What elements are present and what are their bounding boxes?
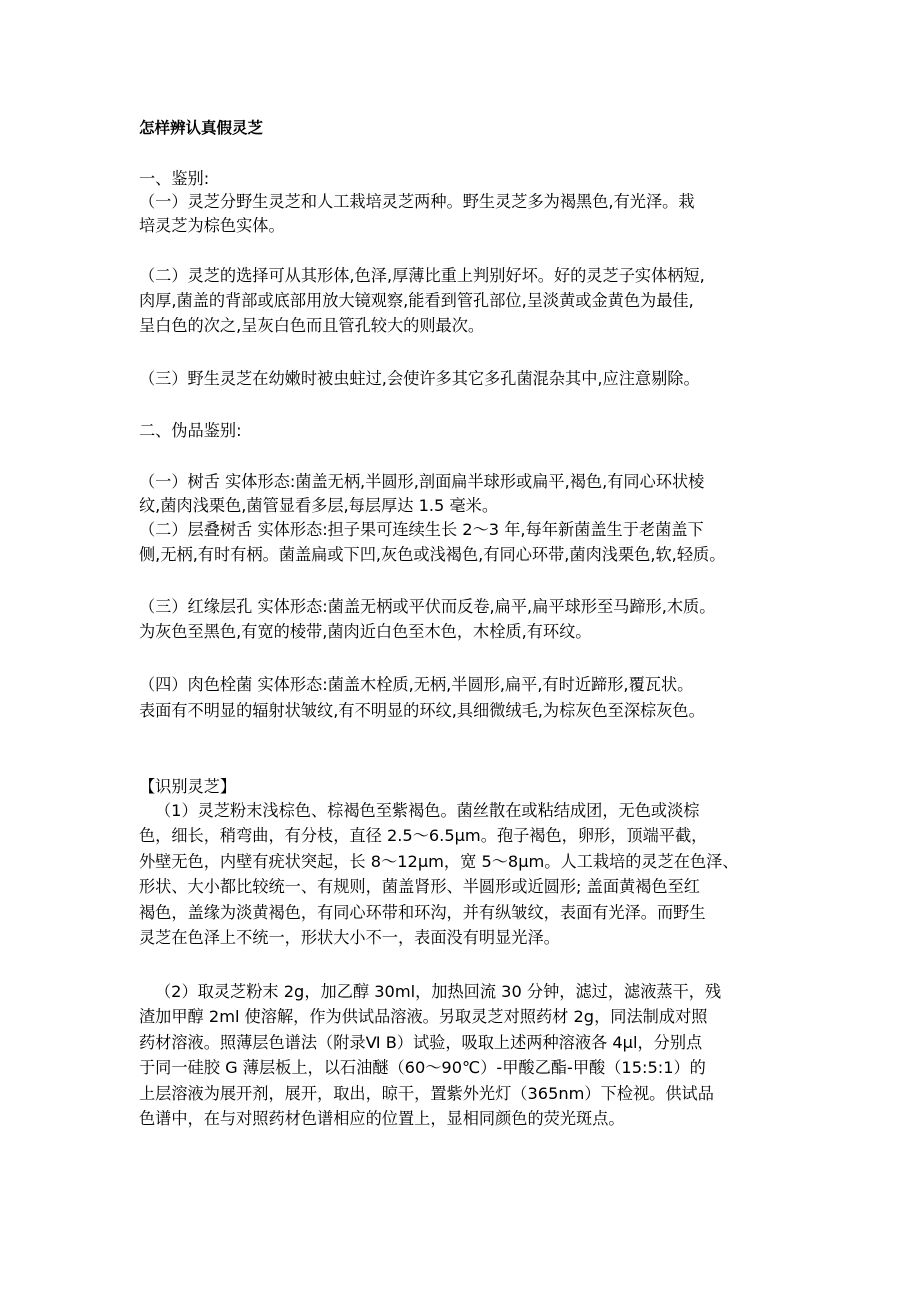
section2-item3-line: （三）红缘层孔 实体形态:菌盖无柄或平伏而反卷,扁平,扁平球形至马蹄形,木质。 — [139, 597, 716, 616]
section3-heading: 【识别灵芝】 — [139, 777, 237, 796]
section1-item2-line: 呈白色的次之,呈灰白色而且管孔较大的则最次。 — [139, 316, 485, 335]
section3-para2-line: （2）取灵芝粉末 2g，加乙醇 30ml，加热回流 30 分钟，滤过，滤液蒸干，残 — [155, 982, 722, 1001]
section3-para1-line: 形状、大小都比较统一、有规则，菌盖肾形、半圆形或近圆形; 盖面黄褐色至红 — [139, 877, 700, 896]
section3-para2-line: 药材溶液。照薄层色谱法（附录Ⅵ B）试验，吸取上述两种溶液各 4μl，分别点 — [139, 1033, 703, 1052]
section1-heading: 一、鉴别: — [139, 169, 210, 188]
section1-item1-line: （一）灵芝分野生灵芝和人工栽培灵芝两种。野生灵芝多为褐黑色,有光泽。栽 — [139, 192, 695, 211]
section2-item2-line: （二）层叠树舌 实体形态:担子果可连续生长 2～3 年,每年新菌盖生于老菌盖下 — [139, 520, 704, 539]
section1-item3-line: （三）野生灵芝在幼嫩时被虫蛀过,会使许多其它多孔菌混杂其中,应注意剔除。 — [139, 369, 700, 388]
section3-para2-line: 渣加甲醇 2ml 使溶解，作为供试品溶液。另取灵芝对照药材 2g，同法制成对照 — [139, 1007, 708, 1026]
section3-para1-line: （1）灵芝粉末浅棕色、棕褐色至紫褐色。菌丝散在或粘结成团，无色或淡棕 — [155, 801, 700, 820]
section2-item4-line: 表面有不明显的辐射状皱纹,有不明显的环纹,具细微绒毛,为棕灰色至深棕灰色。 — [139, 701, 705, 720]
document-title: 怎样辨认真假灵芝 — [139, 119, 264, 137]
section3-para1-line: 色，细长，稍弯曲，有分枝，直径 2.5～6.5μm。孢子褐色，卵形，顶端平截， — [139, 826, 708, 845]
section1-item2-line: 肉厚,菌盖的背部或底部用放大镜观察,能看到管孔部位,呈淡黄或金黄色为最佳, — [139, 291, 694, 310]
section2-item1-line: 纹,菌肉浅栗色,菌管显看多层,每层厚达 1.5 毫米。 — [139, 496, 499, 515]
section2-item3-line: 为灰色至黑色,有宽的棱带,菌肉近白色至木色，木栓质,有环纹。 — [139, 622, 592, 641]
section3-para1-line: 灵芝在色泽上不统一，形状大小不一，表面没有明显光泽。 — [139, 928, 560, 947]
section3-para1-line: 外壁无色，内壁有疣状突起，长 8～12μm，宽 5～8μm。人工栽培的灵芝在色泽、 — [139, 852, 739, 871]
section3-para2-line: 于同一硅胶 G 薄层板上，以石油醚（60～90℃）-甲酸乙酯-甲酸（15:5:1）的 — [139, 1058, 706, 1077]
section2-item1-line: （一）树舌 实体形态:菌盖无柄,半圆形,剖面扁半球形或扁平,褐色,有同心环状棱 — [139, 472, 705, 491]
section1-item2-line: （二）灵芝的选择可从其形体,色泽,厚薄比重上判别好坏。好的灵芝子实体柄短, — [139, 266, 705, 285]
section2-item4-line: （四）肉色栓菌 实体形态:菌盖木栓质,无柄,半圆形,扁平,有时近蹄形,覆瓦状。 — [139, 675, 694, 694]
section3-para1-line: 褐色，盖缘为淡黄褐色，有同心环带和环沟，并有纵皱纹，表面有光泽。而野生 — [139, 903, 706, 922]
section3-para2-line: 色谱中，在与对照药材色谱相应的位置上，显相同颜色的荧光斑点。 — [139, 1109, 625, 1128]
section2-item2-line: 侧,无柄,有时有柄。菌盖扁或下凹,灰色或浅褐色,有同心环带,菌肉浅栗色,软,轻质。 — [139, 545, 726, 564]
section1-item1-line: 培灵芝为棕色实体。 — [139, 216, 285, 235]
section3-para2-line: 上层溶液为展开剂，展开，取出，晾干，置紫外光灯（365nm）下检视。供试品 — [139, 1084, 714, 1103]
section2-heading: 二、伪品鉴别: — [139, 421, 242, 440]
